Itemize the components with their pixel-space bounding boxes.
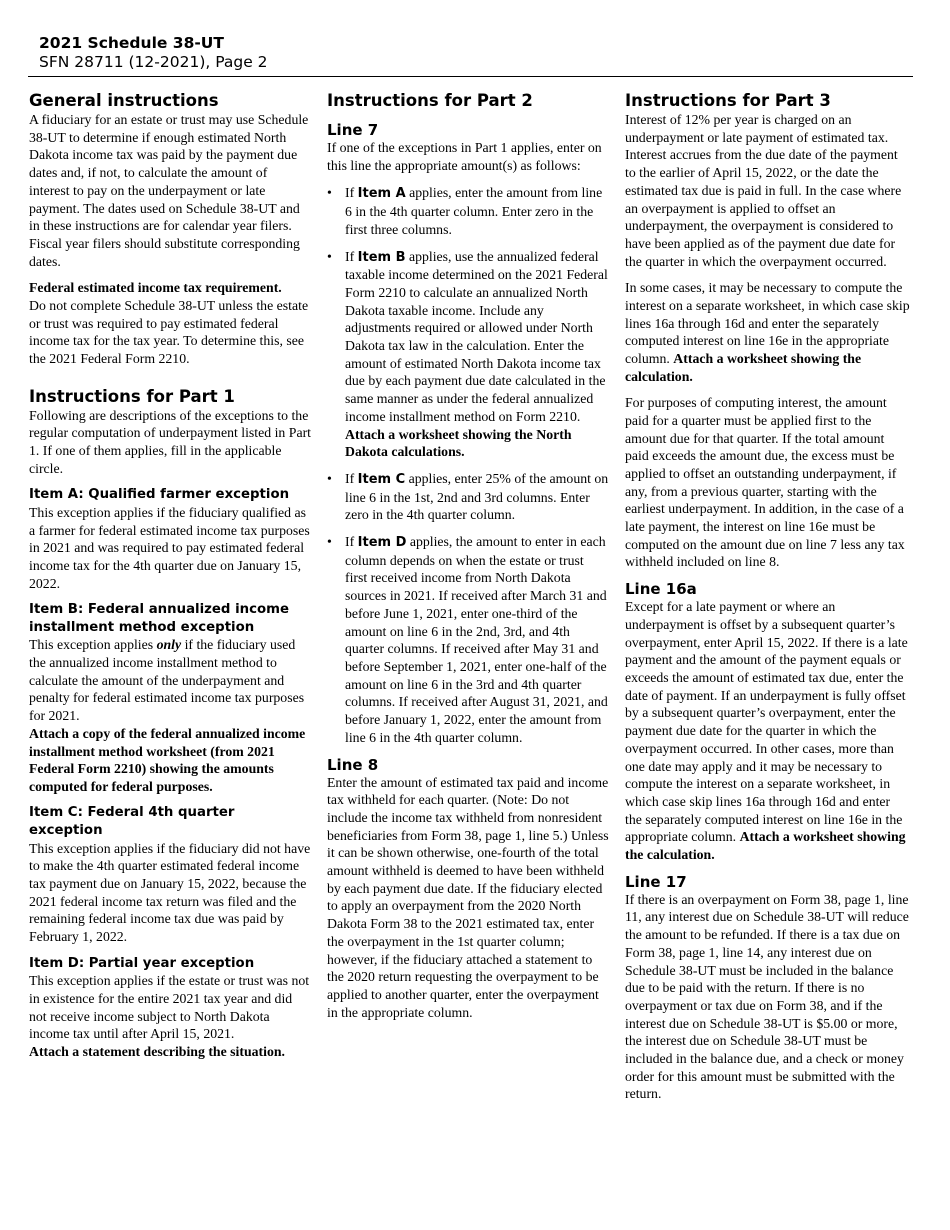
bullet-icon: • xyxy=(327,470,332,486)
item-d-text: This exception applies if the estate or trust was not in existence for the entire 2021 tax year and did not receive income subject to North Dakota income tax until after April 15, 2021. Attach a statement describing the situation. xyxy=(29,973,310,1060)
line16a-text: Except for a late payment or where an underpayment is offset by a subsequent quarter’s overpayment, enter April 15, 2022. If there is a late payment and the amount of the payment equals or exceeds the amount of estimated tax due, enter the date of payment. If an underpayment is fully offset by a subsequent quarter’s overpayment, enter the payment due date for the quarter in which the overpayment occurred. In other cases, more than one date may apply and it may be necessary to compute the interest on a separate worksheet, in which case skip lines 16a through 16d and enter the separately computed interest on line 16e in the appropriate column. Attach a worksheet showing the calculation. xyxy=(625,599,908,863)
part3-interest-paragraph: Interest of 12% per year is charged on an underpayment or late payment of estimated tax. Interest accrues from the due date of the payment to the earlier of April 15, 2022, or the date the estimated tax due is paid in full. In the case where an overpayment is applied to offset an underpayment, the overpayment is considered to have been applied as of the payment due date for the quarter in which the overpayment occurred. xyxy=(625,112,902,269)
part1-heading: Instructions for Part 1 xyxy=(29,386,235,406)
column-right xyxy=(625,89,910,1103)
item-b-text: This exception applies only if the fiduciary used the annualized income installment method to calculate the amount of the underpayment and penalty for federal estimated income tax purposes for 2021. Attach a copy of the federal annualized income installment method worksheet (from 2021 Federal Form 2210) showing the amounts computed for federal purposes. xyxy=(29,637,306,794)
page-header xyxy=(39,34,268,72)
item-label: Item D xyxy=(357,535,407,551)
list-item: • If Item D applies, the amount to enter in each column depends on when the estate or trust first received income from North Dakota sources in 2021. If received after March 31 and before June 1, 2021, enter one-third of the amount on line 6 in the 2nd, 3rd, and 4th quarter columns. If received after May 31 and before September 1, 2021, enter one-half of the amount on line 6 in the 3rd and 4th quarter columns. If received after August 31, 2021, and before January 1, 2022, enter the amount from line 6 in the 4th quarter column. xyxy=(327,534,608,745)
attach-note: Attach a worksheet showing the North Dakota calculations. xyxy=(345,426,572,460)
item-d-heading: Item D: Partial year exception xyxy=(29,955,255,971)
general-intro: A fiduciary for an estate or trust may use Schedule 38-UT to determine if enough estimated North Dakota income tax was paid by the payment due dates and, if not, to calculate the amount of interest to pay on the underpayment or late payment. The dates used on Schedule 38-UT and in these instructions are for calendar year filers. Fiscal year filers should substitute corresponding dates. xyxy=(29,112,309,269)
part3-worksheet-paragraph: In some cases, it may be necessary to compute the interest on a separate worksheet, in which case skip lines 16a through 16d and enter the separately computed interest on line 16e in the appropriate column. Attach a worksheet showing the calculation. xyxy=(625,280,910,384)
emphasis-only: only xyxy=(156,637,182,653)
line7-item-list xyxy=(327,184,609,746)
bullet-icon: • xyxy=(327,534,332,550)
form-title: 2021 Schedule 38-UT xyxy=(39,34,224,52)
line16a-heading: Line 16a xyxy=(625,580,697,599)
item-label: Item C xyxy=(357,471,406,487)
part2-heading: Instructions for Part 2 xyxy=(327,91,533,110)
column-middle xyxy=(327,89,609,1021)
line7-heading: Line 7 xyxy=(327,121,379,139)
list-item: • If Item C applies, enter 25% of the amount on line 6 in the 1st, 2nd and 3rd columns. Enter zero in the 4th quarter column. xyxy=(327,470,609,523)
item-label: Item A xyxy=(357,186,406,202)
bullet-icon: • xyxy=(327,185,332,201)
list-item: • If Item B applies, use the annualized federal taxable income determined on the 2021 Federal Form 2210 to calculate an annualized North Dakota taxable income. Include any adjustments required or allowed under North Dakota tax law in the calculation. Enter the amount of estimated North Dakota income tax due by each payment due date calculated in the same manner as under the federal annualized income installment method on Form 2210. Attach a worksheet showing the North Dakota calculations. xyxy=(327,248,608,460)
header-divider xyxy=(28,76,913,77)
item-b-heading: Item B: Federal annualized income installment method exception xyxy=(29,602,289,635)
part3-computing-paragraph: For purposes of computing interest, the amount paid for a quarter must be applied first to the amount due for that quarter. If the total amount paid exceeds the amount due, the excess must be applied to offset an outstanding underpayment, if any, from a previous quarter, starting with the earliest underpayment. In addition, in the case of a late payment, the interest on line 16e must be computed on the amount due on line 7 less any tax withheld included on line 8. xyxy=(625,395,905,570)
item-label: Item B xyxy=(357,249,406,265)
item-c-heading: Item C: Federal 4th quarter exception xyxy=(29,805,235,839)
column-left xyxy=(29,89,311,1061)
item-c-text: This exception applies if the fiduciary did not have to make the 4th quarter estimated federal income tax payment due on January 15, 2022, because the 2021 federal income tax return was filed and the remaining federal income tax due was paid by February 1, 2022. xyxy=(29,840,311,945)
attach-note: Attach a worksheet showing the calculation. xyxy=(625,350,862,384)
item-d-attach-note: Attach a statement describing the situation. xyxy=(29,1044,285,1060)
form-subtitle: SFN 28711 (12-2021), Page 2 xyxy=(39,53,268,71)
part3-heading: Instructions for Part 3 xyxy=(625,91,831,110)
part1-intro: Following are descriptions of the exceptions to the regular computation of underpayment listed in Part 1. If one of them applies, fill in the applicable circle. xyxy=(29,407,311,476)
line17-heading: Line 17 xyxy=(625,872,687,891)
federal-requirement-text: Do not complete Schedule 38-UT unless the estate or trust was required to pay estimated federal income tax for the tax year. To determine this, see the 2021 Federal Form 2210. xyxy=(29,297,309,366)
federal-requirement-label: Federal estimated income tax requirement. xyxy=(29,280,282,296)
line7-intro: If one of the exceptions in Part 1 applies, enter on this line the appropriate amount(s) as follows: xyxy=(327,140,602,173)
item-a-heading: Item A: Qualified farmer exception xyxy=(29,487,290,503)
item-a-text: This exception applies if the fiduciary qualified as a farmer for federal estimated income tax purposes in 2021 and was required to pay estimated federal income tax for the 4th quarter due on January 15, 2022. xyxy=(29,504,310,591)
general-instructions-heading: General instructions xyxy=(29,91,219,110)
federal-requirement xyxy=(29,279,311,368)
bullet-icon: • xyxy=(327,248,332,264)
line8-text: Enter the amount of estimated tax paid and income tax withheld for each quarter. (Note: Do not include the income tax withheld from nonresident beneficiaries from Form 38, page 1, line 5.) Unless it can be shown otherwise, one-fourth of the total amount withheld is deemed to have been withheld by each payment due date. If the fiduciary elected to apply an overpayment from the 2020 North Dakota Form 38 to the 2021 estimated tax, enter the overpayment in the 1st quarter column; however, if the fiduciary attached a statement to the 2020 return requesting the overpayment to be applied to another quarter, enter the overpayment in the appropriate column. xyxy=(327,774,609,1020)
line17-text: If there is an overpayment on Form 38, page 1, line 11, any interest due on Schedule 38-UT will reduce the amount to be refunded. If there is a tax due on Form 38, page 1, line 14, any interest due on Schedule 38-UT must be included in the balance due to be paid with the return. If there is no overpayment or tax due on Form 38, and if the interest due on Schedule 38-UT is $5.00 or more, the interest due on Schedule 38-UT must be included in the balance due, and a check or money order for this amount must be submitted with the return. xyxy=(625,891,909,1102)
item-b-attach-note: Attach a copy of the federal annualized income installment method worksheet (from 2021 Federal Form 2210) showing the amounts computed for federal purposes. xyxy=(29,725,306,794)
attach-note: Attach a worksheet showing the calculation. xyxy=(625,829,906,863)
line8-heading: Line 8 xyxy=(327,755,379,774)
list-item: • If Item A applies, enter the amount from line 6 in the 4th quarter column. Enter zero in the first three columns. xyxy=(327,185,603,237)
